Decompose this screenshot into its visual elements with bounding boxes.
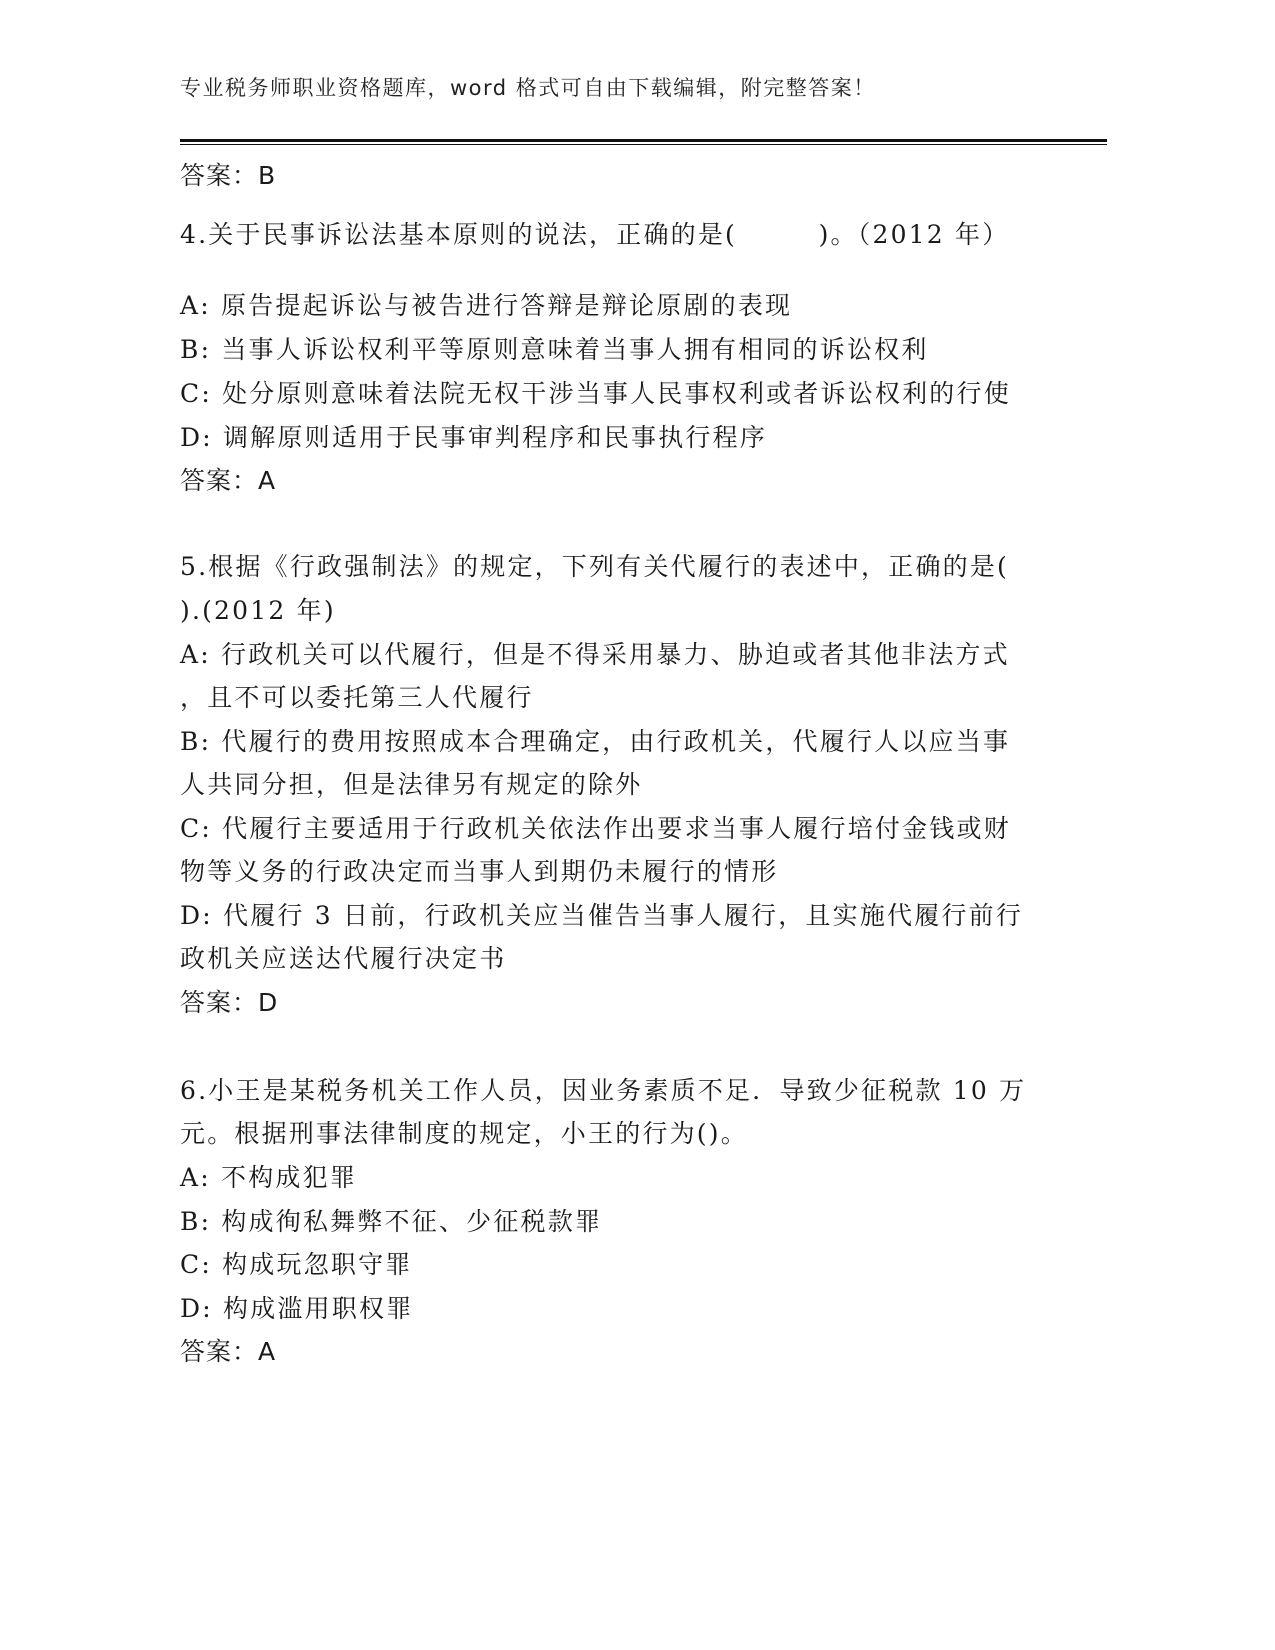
- question-4-option-a: A: 原告提起诉讼与被告进行答辩是辩论原剧的表现: [180, 291, 793, 320]
- question-5-stem-line-2: ).(2012 年): [180, 596, 336, 625]
- answer-q4: 答案：A: [180, 466, 277, 495]
- question-6-stem-line-2: 元。根据刑事法律制度的规定，小王的行为()。: [180, 1119, 748, 1148]
- question-6-option-c: C: 构成玩忽职守罪: [180, 1250, 413, 1279]
- answer-q5: 答案：D: [180, 988, 279, 1017]
- question-5-option-d-cont: 政机关应送达代履行决定书: [180, 944, 507, 973]
- header-rule-thin: [180, 144, 1107, 145]
- question-5-stem-line-1: 5.根据《行政强制法》的规定，下列有关代履行的表述中，正确的是(: [180, 552, 1010, 581]
- answer-q6: 答案：A: [180, 1337, 277, 1366]
- question-5-option-c-cont: 物等义务的行政决定而当事人到期仍未履行的情形: [180, 857, 779, 886]
- answer-q3: 答案：B: [180, 161, 277, 190]
- question-4-option-b: B: 当事人诉讼权利平等原则意味着当事人拥有相同的诉讼权利: [180, 335, 929, 364]
- page-header: 专业税务师职业资格题库，word 格式可自由下载编辑，附完整答案！: [180, 76, 876, 100]
- question-6-stem-line-1: 6.小王是某税务机关工作人员，因业务素质不足．导致少征税款 10 万: [180, 1076, 1027, 1105]
- question-4-option-d: D: 调解原则适用于民事审判程序和民事执行程序: [180, 423, 768, 452]
- question-5-option-c: C: 代履行主要适用于行政机关依法作出要求当事人履行培付金钱或财: [180, 814, 1011, 843]
- question-5-option-b-cont: 人共同分担，但是法律另有规定的除外: [180, 770, 643, 799]
- question-6-option-b: B: 构成徇私舞弊不征、少征税款罪: [180, 1207, 603, 1236]
- question-5-option-b: B: 代履行的费用按照成本合理确定，由行政机关，代履行人以应当事: [180, 727, 1011, 756]
- question-4-stem: 4.关于民事诉讼法基本原则的说法，正确的是( )。（2012 年）: [180, 220, 1010, 249]
- question-5-option-a-cont: ，且不可以委托第三人代履行: [180, 683, 534, 712]
- question-6-option-d: D: 构成滥用职权罪: [180, 1294, 414, 1323]
- question-4-option-c: C: 处分原则意味着法院无权干涉当事人民事权利或者诉讼权利的行使: [180, 379, 1011, 408]
- question-5-option-d: D: 代履行 3 日前，行政机关应当催告当事人履行，且实施代履行前行: [180, 901, 1024, 930]
- question-6-option-a: A: 不构成犯罪: [180, 1163, 358, 1192]
- header-rule-thick: [180, 139, 1107, 142]
- question-5-option-a: A: 行政机关可以代履行，但是不得采用暴力、胁迫或者其他非法方式: [180, 640, 1010, 669]
